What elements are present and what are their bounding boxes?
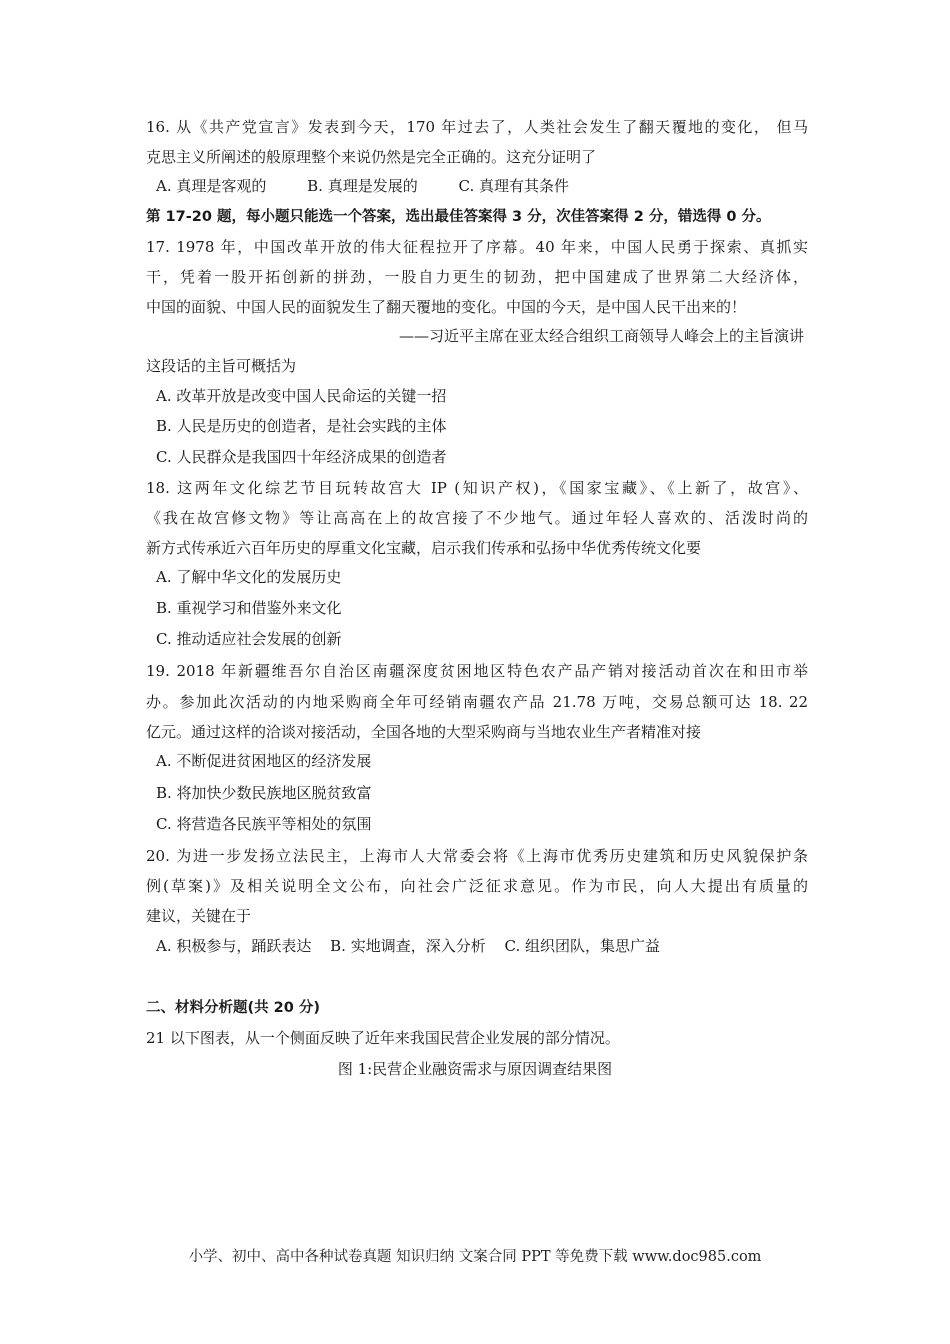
- q17-option-c: C. 人民群众是我国四十年经济成果的创造者: [156, 448, 447, 466]
- q19-line-2: 办。参加此次活动的内地采购商全年可经销南疆农产品 21.78 万吨，交易总额可达 18. 22: [146, 693, 808, 711]
- q20-option-b: B. 实地调查，深入分析: [330, 937, 486, 955]
- q17-source: ——习近平主席在亚太经合组织工商领导人峰会上的主旨演讲: [398, 327, 804, 345]
- q20-line-2: 例(草案)》及相关说明全文公布，向社会广泛征求意见。作为市民，向人大提出有质量的: [146, 877, 808, 895]
- q18-line-3: 新方式传承近六百年历史的厚重文化宝藏，启示我们传承和弘扬中华优秀传统文化要: [146, 539, 702, 557]
- q17-line-1: 17. 1978 年，中国改革开放的伟大征程拉开了序幕。40 年来，中国人民勇于探索、真抓实: [146, 238, 808, 256]
- section-note: 第 17-20 题，每小题只能选一个答案，选出最佳答案得 3 分，次佳答案得 2 分，错选得 0 分。: [146, 209, 771, 225]
- q16-options: [156, 176, 605, 196]
- q16-option-c: C. 真理有其条件: [458, 177, 569, 195]
- q16-line-1: 16. 从《共产党宣言》发表到今天，170 年过去了，人类社会发生了翻天覆地的变化， 但马: [146, 118, 808, 136]
- q16-line-2: 克思主义所阐述的般原理整个来说仍然是完全正确的。这充分证明了: [146, 148, 597, 166]
- q18-line-1: 18. 这两年文化综艺节目玩转故宫大 IP (知识产权)，《国家宝藏》、《上新了，故宫》、: [146, 479, 808, 497]
- q19-line-3: 亿元。通过这样的洽谈对接活动，全国各地的大型采购商与当地农业生产者精准对接: [146, 723, 702, 741]
- q19-option-c: C. 将营造各民族平等相处的氛围: [156, 815, 372, 833]
- section2-heading: 二、材料分析题(共 20 分): [146, 1000, 321, 1016]
- q21-stem: 21 以下图表，从一个侧面反映了近年来我国民营企业发展的部分情况。: [146, 1029, 620, 1047]
- q19-option-b: B. 将加快少数民族地区脱贫致富: [156, 784, 372, 802]
- q20-option-a: A. 积极参与，踊跃表达: [156, 937, 312, 955]
- q16-option-b: B. 真理是发展的: [307, 177, 418, 195]
- figure-caption: 图 1:民营企业融资需求与原因调查结果图: [337, 1060, 613, 1078]
- q17-stem: 这段话的主旨可概括为: [146, 357, 297, 375]
- q18-line-2: 《我在故宫修文物》等让高高在上的故宫接了不少地气。通过年轻人喜欢的、活泼时尚的: [146, 509, 808, 527]
- q17-option-a: A. 改革开放是改变中国人民命运的关键一招: [156, 387, 447, 405]
- q18-option-a: A. 了解中华文化的发展历史: [156, 568, 342, 586]
- q17-line-3: 中国的面貌、中国人民的面貌发生了翻天覆地的变化。中国的今天，是中国人民干出来的！: [146, 298, 747, 316]
- q20-options: [156, 936, 674, 956]
- q19-option-a: A. 不断促进贫困地区的经济发展: [156, 752, 372, 770]
- q20-line-3: 建议，关键在于: [146, 907, 252, 925]
- q18-option-c: C. 推动适应社会发展的创新: [156, 630, 342, 648]
- q20-option-c: C. 组织团队，集思广益: [504, 937, 660, 955]
- q17-line-2: 干，凭着一股开拓创新的拼劲，一股自力更生的韧劲，把中国建成了世界第二大经济体，: [146, 268, 808, 286]
- q19-line-1: 19. 2018 年新疆维吾尔自治区南疆深度贫困地区特色农产品产销对接活动首次在和田市举: [146, 662, 808, 680]
- q16-option-a: A. 真理是客观的: [156, 177, 267, 195]
- q20-line-1: 20. 为进一步发扬立法民主，上海市人大常委会将《上海市优秀历史建筑和历史风貌保护条: [146, 847, 808, 865]
- q18-option-b: B. 重视学习和借鉴外来文化: [156, 599, 342, 617]
- page-footer: 小学、初中、高中各种试卷真题 知识归纳 文案合同 PPT 等免费下载 www.doc985.com: [188, 1249, 762, 1265]
- q17-option-b: B. 人民是历史的创造者，是社会实践的主体: [156, 417, 447, 435]
